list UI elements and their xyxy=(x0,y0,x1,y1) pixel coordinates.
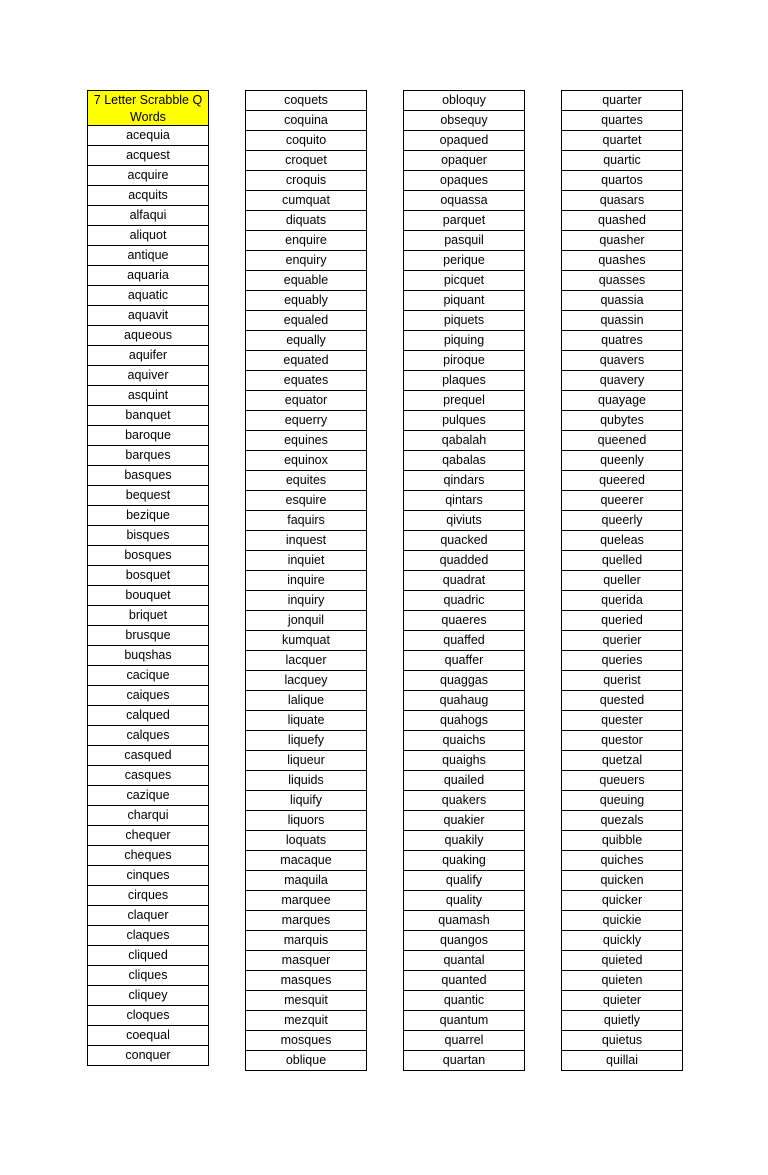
word-cell: aqueous xyxy=(88,326,208,346)
word-cell: quakier xyxy=(404,811,524,831)
word-cell: quadric xyxy=(404,591,524,611)
word-cell: quieted xyxy=(562,951,682,971)
word-cell: quaking xyxy=(404,851,524,871)
word-cell: acquest xyxy=(88,146,208,166)
word-cell: alfaqui xyxy=(88,206,208,226)
word-cell: quadded xyxy=(404,551,524,571)
word-cell: aquifer xyxy=(88,346,208,366)
word-cell: faquirs xyxy=(246,511,366,531)
word-cell: quickly xyxy=(562,931,682,951)
word-cell: aquaria xyxy=(88,266,208,286)
word-cell: croquis xyxy=(246,171,366,191)
word-cell: questor xyxy=(562,731,682,751)
word-cell: equable xyxy=(246,271,366,291)
word-cell: quassia xyxy=(562,291,682,311)
word-cell: qindars xyxy=(404,471,524,491)
word-cell: quester xyxy=(562,711,682,731)
word-cell: piquets xyxy=(404,311,524,331)
word-cell: queuers xyxy=(562,771,682,791)
word-cell: marquis xyxy=(246,931,366,951)
word-cell: quantal xyxy=(404,951,524,971)
word-cell: pasquil xyxy=(404,231,524,251)
word-cell: asquint xyxy=(88,386,208,406)
word-cell: aquatic xyxy=(88,286,208,306)
word-cell: inquest xyxy=(246,531,366,551)
word-cell: esquire xyxy=(246,491,366,511)
word-cell: qabalas xyxy=(404,451,524,471)
word-cell: lacquey xyxy=(246,671,366,691)
word-cell: qiviuts xyxy=(404,511,524,531)
word-cell: quaffer xyxy=(404,651,524,671)
word-cell: quality xyxy=(404,891,524,911)
word-cell: coquets xyxy=(246,91,366,111)
word-cell: inquire xyxy=(246,571,366,591)
word-cell: coquina xyxy=(246,111,366,131)
word-cell: opaques xyxy=(404,171,524,191)
word-cell: quieten xyxy=(562,971,682,991)
word-cell: pulques xyxy=(404,411,524,431)
word-cell: quaffed xyxy=(404,631,524,651)
word-cell: mosques xyxy=(246,1031,366,1051)
word-cell: mesquit xyxy=(246,991,366,1011)
word-cell: quaggas xyxy=(404,671,524,691)
word-cell: piroque xyxy=(404,351,524,371)
word-cell: querier xyxy=(562,631,682,651)
word-cell: quicken xyxy=(562,871,682,891)
word-cell: equates xyxy=(246,371,366,391)
word-cell: bisques xyxy=(88,526,208,546)
word-cell: quantum xyxy=(404,1011,524,1031)
word-cell: queleas xyxy=(562,531,682,551)
word-cell: marquee xyxy=(246,891,366,911)
word-cell: queerly xyxy=(562,511,682,531)
word-cell: lalique xyxy=(246,691,366,711)
word-cell: bosquet xyxy=(88,566,208,586)
word-cell: maquila xyxy=(246,871,366,891)
word-cell: enquire xyxy=(246,231,366,251)
word-cell: quakers xyxy=(404,791,524,811)
word-cell: quanted xyxy=(404,971,524,991)
word-cell: querida xyxy=(562,591,682,611)
word-cell: bequest xyxy=(88,486,208,506)
word-cell: briquet xyxy=(88,606,208,626)
word-cell: quayage xyxy=(562,391,682,411)
word-cell: antique xyxy=(88,246,208,266)
word-cell: cliquey xyxy=(88,986,208,1006)
word-cell: claques xyxy=(88,926,208,946)
word-cell: quamash xyxy=(404,911,524,931)
word-cell: cumquat xyxy=(246,191,366,211)
word-cell: quahaug xyxy=(404,691,524,711)
word-cell: quartic xyxy=(562,151,682,171)
word-cell: piquant xyxy=(404,291,524,311)
word-cell: quartes xyxy=(562,111,682,131)
table-header xyxy=(88,91,208,126)
word-cell: quicker xyxy=(562,891,682,911)
word-cell: bosques xyxy=(88,546,208,566)
word-cell: cheques xyxy=(88,846,208,866)
word-cell: quantic xyxy=(404,991,524,1011)
word-cell: quatres xyxy=(562,331,682,351)
word-cell: quasses xyxy=(562,271,682,291)
word-cell: cacique xyxy=(88,666,208,686)
word-cell: quartos xyxy=(562,171,682,191)
word-cell: quaichs xyxy=(404,731,524,751)
word-cell: liquify xyxy=(246,791,366,811)
word-cell: equator xyxy=(246,391,366,411)
word-cell: quillai xyxy=(562,1051,682,1071)
word-cell: oblique xyxy=(246,1051,366,1071)
word-cell: quaighs xyxy=(404,751,524,771)
word-cell: quiches xyxy=(562,851,682,871)
word-cell: oquassa xyxy=(404,191,524,211)
word-cell: quarrel xyxy=(404,1031,524,1051)
word-cell: casques xyxy=(88,766,208,786)
word-cell: masquer xyxy=(246,951,366,971)
word-cell: quasars xyxy=(562,191,682,211)
word-cell: buqshas xyxy=(88,646,208,666)
word-cell: qualify xyxy=(404,871,524,891)
word-cell: quarter xyxy=(562,91,682,111)
word-cell: claquer xyxy=(88,906,208,926)
word-cell: liquors xyxy=(246,811,366,831)
word-cell: charqui xyxy=(88,806,208,826)
word-cell: picquet xyxy=(404,271,524,291)
word-cell: equably xyxy=(246,291,366,311)
word-cell: equites xyxy=(246,471,366,491)
word-cell: acquire xyxy=(88,166,208,186)
word-cell: coquito xyxy=(246,131,366,151)
word-cell: equaled xyxy=(246,311,366,331)
word-cell: quadrat xyxy=(404,571,524,591)
word-cell: obloquy xyxy=(404,91,524,111)
word-cell: quacked xyxy=(404,531,524,551)
word-cell: liquefy xyxy=(246,731,366,751)
word-cell: quashes xyxy=(562,251,682,271)
word-cell: cliques xyxy=(88,966,208,986)
word-cell: croquet xyxy=(246,151,366,171)
word-cell: baroque xyxy=(88,426,208,446)
word-cell: equinox xyxy=(246,451,366,471)
word-cell: bouquet xyxy=(88,586,208,606)
word-cell: aquavit xyxy=(88,306,208,326)
word-cell: loquats xyxy=(246,831,366,851)
word-cell: quetzal xyxy=(562,751,682,771)
word-cell: plaques xyxy=(404,371,524,391)
word-cell: quavery xyxy=(562,371,682,391)
word-cell: inquiet xyxy=(246,551,366,571)
word-cell: obsequy xyxy=(404,111,524,131)
word-cell: equally xyxy=(246,331,366,351)
word-cell: quassin xyxy=(562,311,682,331)
word-cell: quaeres xyxy=(404,611,524,631)
word-cell: cinques xyxy=(88,866,208,886)
word-cell: basques xyxy=(88,466,208,486)
word-cell: queries xyxy=(562,651,682,671)
word-cell: quieter xyxy=(562,991,682,1011)
word-cell: quahogs xyxy=(404,711,524,731)
word-cell: queried xyxy=(562,611,682,631)
word-cell: quashed xyxy=(562,211,682,231)
word-cell: marques xyxy=(246,911,366,931)
word-cell: queened xyxy=(562,431,682,451)
word-cell: queered xyxy=(562,471,682,491)
word-cell: equines xyxy=(246,431,366,451)
word-cell: quartan xyxy=(404,1051,524,1071)
word-cell: masques xyxy=(246,971,366,991)
word-cell: quartet xyxy=(562,131,682,151)
word-cell: quangos xyxy=(404,931,524,951)
word-cell: quakily xyxy=(404,831,524,851)
word-cell: qubytes xyxy=(562,411,682,431)
word-cell: jonquil xyxy=(246,611,366,631)
word-cell: coequal xyxy=(88,1026,208,1046)
word-cell: querist xyxy=(562,671,682,691)
word-cell: quested xyxy=(562,691,682,711)
word-cell: bezique xyxy=(88,506,208,526)
word-cell: equerry xyxy=(246,411,366,431)
header-line-1: 7 Letter Scrabble Q xyxy=(93,93,203,107)
word-cell: diquats xyxy=(246,211,366,231)
word-cell: barques xyxy=(88,446,208,466)
word-cell: liquids xyxy=(246,771,366,791)
word-column-3 xyxy=(403,90,525,1071)
word-cell: queenly xyxy=(562,451,682,471)
word-cell: quasher xyxy=(562,231,682,251)
word-cell: cazique xyxy=(88,786,208,806)
word-column-2 xyxy=(245,90,367,1071)
word-cell: brusque xyxy=(88,626,208,646)
word-cell: queuing xyxy=(562,791,682,811)
word-cell: queller xyxy=(562,571,682,591)
word-column-1 xyxy=(87,90,209,1066)
word-cell: banquet xyxy=(88,406,208,426)
word-cell: acequia xyxy=(88,126,208,146)
word-cell: quietly xyxy=(562,1011,682,1031)
word-cell: calques xyxy=(88,726,208,746)
word-cell: perique xyxy=(404,251,524,271)
word-cell: mezquit xyxy=(246,1011,366,1031)
word-cell: cliqued xyxy=(88,946,208,966)
word-cell: quelled xyxy=(562,551,682,571)
word-cell: enquiry xyxy=(246,251,366,271)
word-cell: quibble xyxy=(562,831,682,851)
word-cell: qabalah xyxy=(404,431,524,451)
word-cell: equated xyxy=(246,351,366,371)
word-cell: conquer xyxy=(88,1046,208,1066)
word-cell: quickie xyxy=(562,911,682,931)
word-cell: quietus xyxy=(562,1031,682,1051)
word-cell: parquet xyxy=(404,211,524,231)
word-cell: opaqued xyxy=(404,131,524,151)
word-cell: liquate xyxy=(246,711,366,731)
word-cell: qintars xyxy=(404,491,524,511)
header-line-2: Words xyxy=(130,110,166,124)
word-cell: lacquer xyxy=(246,651,366,671)
word-cell: aliquot xyxy=(88,226,208,246)
word-cell: casqued xyxy=(88,746,208,766)
word-cell: liqueur xyxy=(246,751,366,771)
word-cell: cloques xyxy=(88,1006,208,1026)
word-cell: piquing xyxy=(404,331,524,351)
word-cell: cirques xyxy=(88,886,208,906)
word-cell: queerer xyxy=(562,491,682,511)
word-cell: aquiver xyxy=(88,366,208,386)
word-cell: quezals xyxy=(562,811,682,831)
word-cell: macaque xyxy=(246,851,366,871)
word-cell: calqued xyxy=(88,706,208,726)
word-cell: opaquer xyxy=(404,151,524,171)
word-cell: inquiry xyxy=(246,591,366,611)
word-cell: chequer xyxy=(88,826,208,846)
word-cell: quavers xyxy=(562,351,682,371)
word-cell: quailed xyxy=(404,771,524,791)
word-cell: kumquat xyxy=(246,631,366,651)
word-column-4 xyxy=(561,90,683,1071)
word-cell: prequel xyxy=(404,391,524,411)
word-cell: acquits xyxy=(88,186,208,206)
word-cell: caiques xyxy=(88,686,208,706)
